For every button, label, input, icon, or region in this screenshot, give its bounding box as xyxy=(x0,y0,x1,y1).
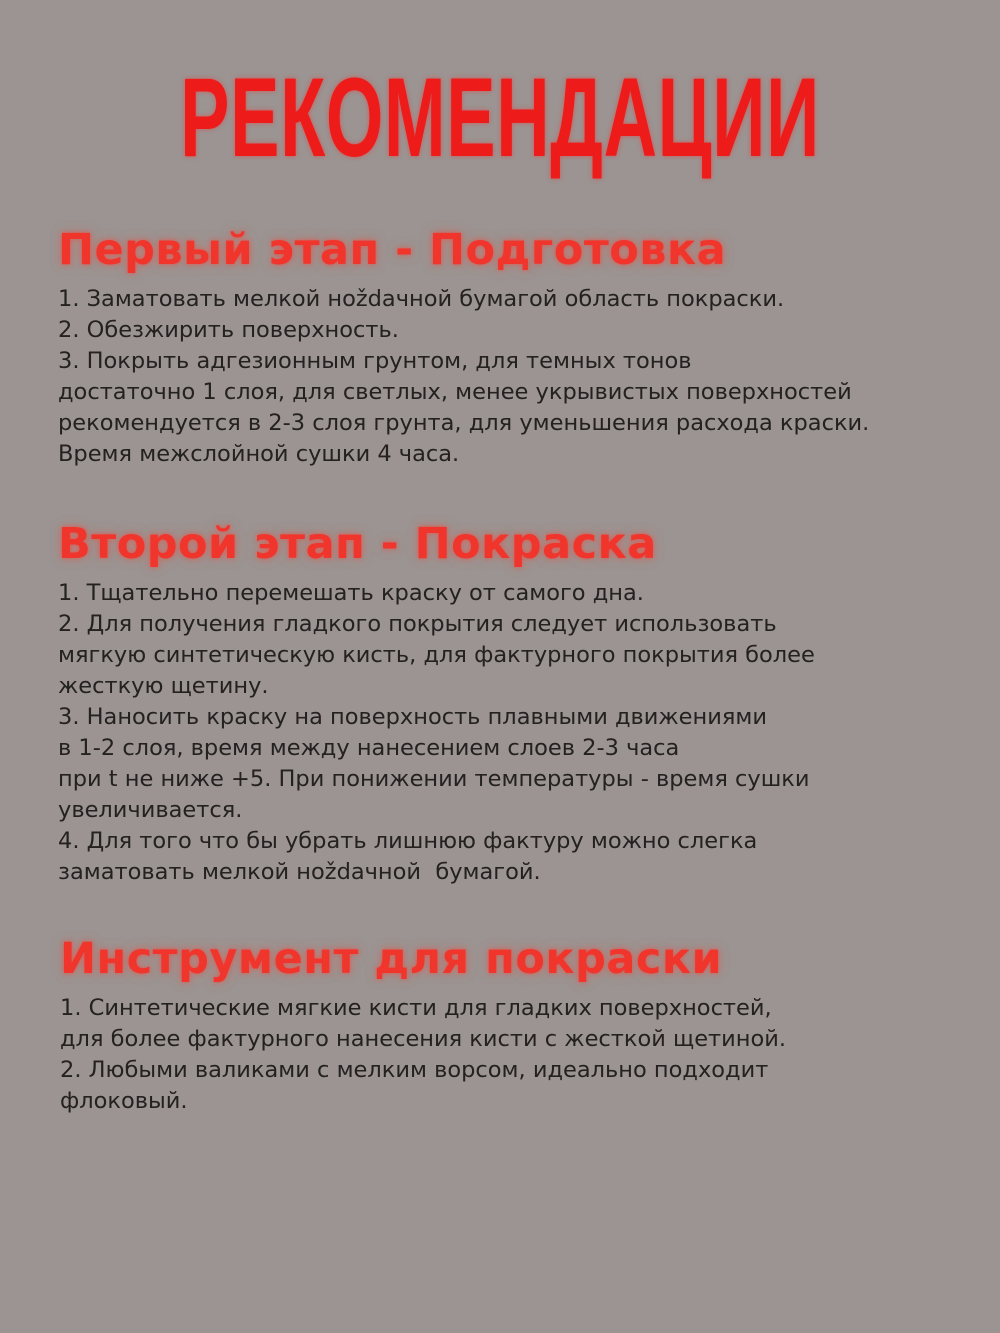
section-tools xyxy=(60,931,980,1117)
section-preparation xyxy=(58,222,978,470)
text-line: для более фактурного нанесения кисти с жесткой щетиной. xyxy=(60,1026,787,1052)
text-line: 3. Покрыть адгезионным грунтом, для темных тонов xyxy=(58,348,692,374)
text-line: 4. Для того что бы убрать лишнюю фактуру можно слегка xyxy=(58,828,758,854)
text-line: 2. Обезжирить поверхность. xyxy=(58,317,399,343)
text-line: флоковый. xyxy=(60,1088,188,1114)
section-text xyxy=(58,284,978,470)
section-painting xyxy=(58,516,978,888)
text-line: в 1-2 слоя, время между нанесением слоев 2-3 часа xyxy=(58,735,680,761)
text-line: 1. Синтетические мягкие кисти для гладких поверхностей, xyxy=(60,995,772,1021)
section-text xyxy=(58,578,978,888)
text-line: увеличивается. xyxy=(58,797,243,823)
text-line: достаточно 1 слоя, для светлых, менее укрывистых поверхностей xyxy=(58,379,852,405)
section-heading: Первый этап - Подготовка xyxy=(58,225,727,275)
section-heading: Второй этап - Покраска xyxy=(58,519,657,569)
text-line: 2. Для получения гладкого покрытия следует использовать xyxy=(58,611,777,637)
text-line: 3. Наносить краску на поверхность плавными движениями xyxy=(58,704,767,730)
text-line: при t не ниже +5. При понижении температуры - время сушки xyxy=(58,766,810,792)
text-line: 2. Любыми валиками с мелким ворсом, идеально подходит xyxy=(60,1057,769,1083)
text-line: заматовать мелкой ноždачной бумагой. xyxy=(58,859,541,885)
text-line: 1. Тщательно перемешать краску от самого дна. xyxy=(58,580,644,606)
page-title: РЕКОМЕНДАЦИИ xyxy=(180,55,820,180)
text-line: рекомендуется в 2-3 слоя грунта, для уменьшения расхода краски. xyxy=(58,410,870,436)
text-line: Время межслойной сушки 4 часа. xyxy=(58,441,460,467)
section-text xyxy=(60,993,980,1117)
text-line: 1. Заматовать мелкой ноždачной бумагой область покраски. xyxy=(58,286,785,312)
text-line: жесткую щетину. xyxy=(58,673,269,699)
section-heading: Инструмент для покраски xyxy=(60,934,723,984)
text-line: мягкую синтетическую кисть, для фактурного покрытия более xyxy=(58,642,815,668)
